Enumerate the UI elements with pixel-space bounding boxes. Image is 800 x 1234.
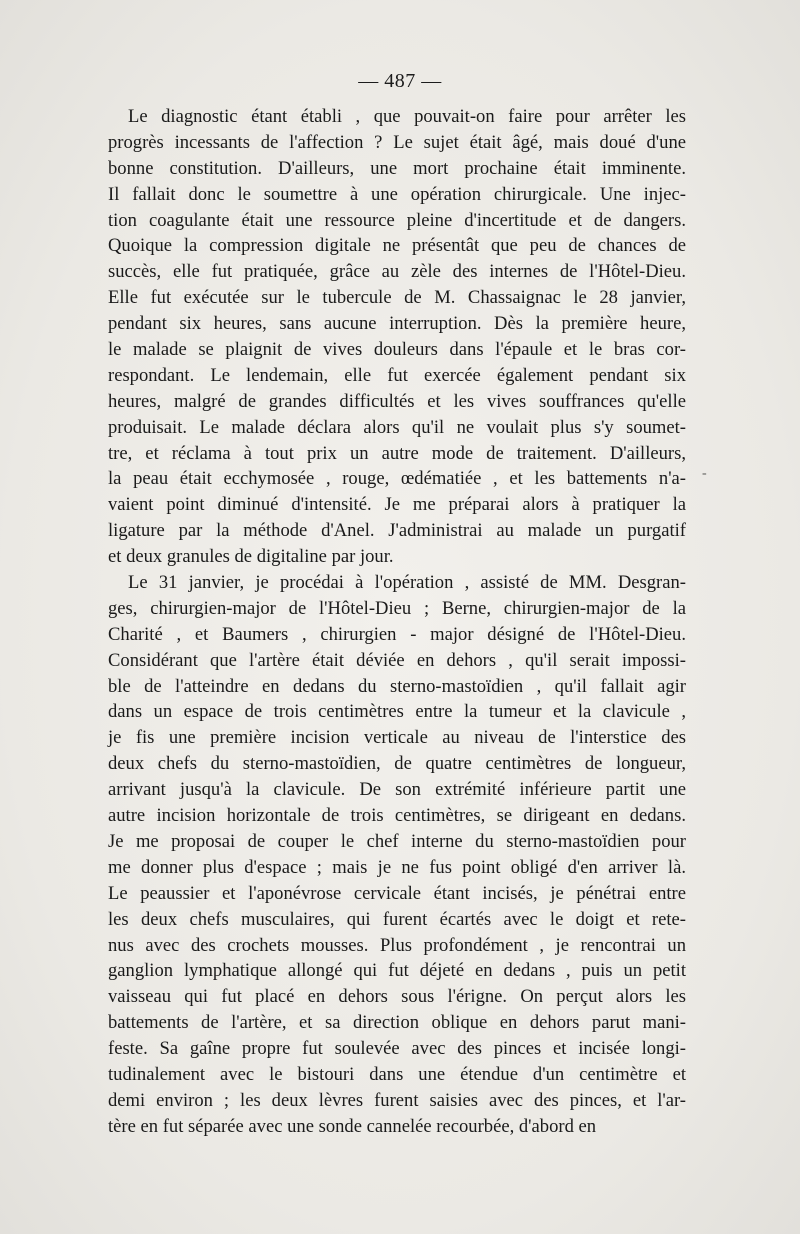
paragraph-2 xyxy=(108,570,686,1140)
text-line: la peau était ecchymosée , rouge, œdématiée , et les battements n'a- xyxy=(108,468,686,490)
text-line: Le diagnostic étant établi , que pouvait-on faire pour arrêter les xyxy=(128,106,686,127)
text-line: les deux chefs musculaires, qui furent écartés avec le doigt et rete- xyxy=(108,908,686,930)
text-line: tion coagulante était une ressource pleine d'incertitude et de dangers. xyxy=(108,209,686,231)
text-line: ble de l'atteindre en dedans du sterno-mastoïdien , qu'il fallait agir xyxy=(108,675,686,697)
text-line: feste. Sa gaîne propre fut soulevée avec des pinces et incisée longi- xyxy=(108,1038,686,1060)
text-line: autre incision horizontale de trois centimètres, se dirigeant en dedans. xyxy=(108,805,686,827)
text-line: ligature par la méthode d'Anel. J'administrai au malade un purgatif xyxy=(108,520,686,542)
text-line: tudinalement avec le bistouri dans une étendue d'un centimètre et xyxy=(108,1063,686,1085)
text-line: Il fallait donc le soumettre à une opération chirurgicale. Une injec- xyxy=(108,183,686,205)
text-line: et deux granules de digitaline par jour. xyxy=(108,546,394,568)
text-line: arrivant jusqu'à la clavicule. De son extrémité inférieure partit une xyxy=(108,779,686,801)
text-line: le malade se plaignit de vives douleurs dans l'épaule et le bras cor- xyxy=(108,339,686,361)
text-line: respondant. Le lendemain, elle fut exercée également pendant six xyxy=(108,364,686,386)
text-line: tre, et réclama à tout prix un autre mode de traitement. D'ailleurs, xyxy=(108,442,686,464)
text-line: heures, malgré de grandes difficultés et les vives souffrances qu'elle xyxy=(108,390,686,412)
text-line: bonne constitution. D'ailleurs, une mort prochaine était imminente. xyxy=(108,157,686,179)
body-text xyxy=(108,104,686,1140)
text-line: nus avec des crochets mousses. Plus profondément , je rencontrai un xyxy=(108,934,686,956)
margin-dash-mark: - xyxy=(702,466,707,481)
text-line: Le peaussier et l'aponévrose cervicale étant incisés, je pénétrai entre xyxy=(108,882,686,904)
text-line: me donner plus d'espace ; mais je ne fus point obligé d'en arriver là. xyxy=(108,856,686,878)
text-line: produisait. Le malade déclara alors qu'il ne voulait plus s'y soumet- xyxy=(108,416,686,438)
page-number: — 487 — xyxy=(358,70,442,92)
text-line: battements de l'artère, et sa direction oblique en dehors parut mani- xyxy=(108,1012,686,1034)
text-line: demi environ ; les deux lèvres furent saisies avec des pinces, et l'ar- xyxy=(108,1089,686,1111)
text-line: Je me proposai de couper le chef interne du sterno-mastoïdien pour xyxy=(108,830,686,852)
text-line: tère en fut séparée avec une sonde cannelée recourbée, d'abord en xyxy=(108,1115,597,1137)
text-line: Charité , et Baumers , chirurgien - major désigné de l'Hôtel-Dieu. xyxy=(108,623,686,645)
text-line: je fis une première incision verticale au niveau de l'interstice des xyxy=(108,727,686,749)
text-line: dans un espace de trois centimètres entre la tumeur et la clavicule , xyxy=(108,701,686,723)
text-line: vaisseau qui fut placé en dehors sous l'érigne. On perçut alors les xyxy=(108,986,686,1008)
text-line: pendant six heures, sans aucune interruption. Dès la première heure, xyxy=(108,313,686,335)
text-line: succès, elle fut pratiquée, grâce au zèle des internes de l'Hôtel-Dieu. xyxy=(108,261,686,283)
text-line: Elle fut exécutée sur le tubercule de M. Chassaignac le 28 janvier, xyxy=(108,287,686,309)
text-line: vaient point diminué d'intensité. Je me préparai alors à pratiquer la xyxy=(108,494,686,516)
paragraph-1 xyxy=(108,104,686,570)
text-line: ganglion lymphatique allongé qui fut déjeté en dedans , puis un petit xyxy=(108,960,686,982)
text-line: progrès incessants de l'affection ? Le sujet était âgé, mais doué d'une xyxy=(108,131,686,153)
text-line: deux chefs du sterno-mastoïdien, de quatre centimètres de longueur, xyxy=(108,753,686,775)
text-line: ges, chirurgien-major de l'Hôtel-Dieu ; Berne, chirurgien-major de la xyxy=(108,597,686,619)
text-line: Quoique la compression digitale ne présentât que peu de chances de xyxy=(108,235,686,257)
text-line: Le 31 janvier, je procédai à l'opération , assisté de MM. Desgran- xyxy=(128,572,686,594)
text-line: Considérant que l'artère était déviée en dehors , qu'il serait impossi- xyxy=(108,649,686,671)
